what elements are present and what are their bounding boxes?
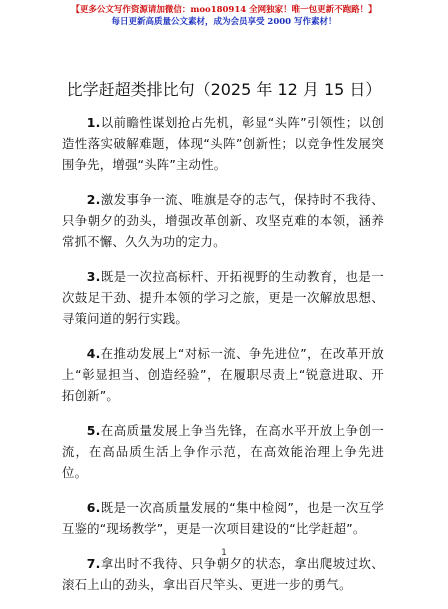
paragraph-5	[62, 420, 384, 483]
paragraph-number: 4.	[86, 346, 101, 361]
paragraph-text: 既是一次拉高标杆、开拓视野的生动教育，也是一次鼓足干劲、提升本领的学习之旅，更是一次解放思想、寻策问道的躬行实践。	[62, 269, 384, 326]
paragraph-number: 2.	[86, 192, 101, 207]
page-number: 1	[221, 548, 227, 558]
paragraph-number: 7.	[86, 556, 101, 571]
paragraph-6	[62, 497, 384, 539]
paragraph-text: 拿出时不我待、只争朝夕的状态，拿出爬坡过坎、滚石上山的劲头，拿出百尺竿头、更进一步的勇气。	[62, 556, 384, 592]
paragraph-text: 激发事争一流、唯旗是夺的志气，保持时不我待、只争朝夕的劲头，增强改革创新、攻坚克难的本领，涵养常抓不懈、久久为功的定力。	[62, 192, 384, 249]
paragraph-number: 6.	[86, 500, 101, 515]
paragraph-text: 在高质量发展上争当先锋，在高水平开放上争创一流，在高品质生活上争作示范，在高效能治理上争先进位。	[62, 423, 384, 480]
paragraph-7	[62, 553, 384, 595]
paragraph-2	[62, 189, 384, 252]
banner-promo-line: 【更多公文写作资源请加微信：moo180914 全网独家！唯一包更新不跑路！】	[71, 5, 377, 15]
paragraph-3	[62, 266, 384, 329]
paragraph-number: 3.	[86, 269, 101, 284]
paragraph-number: 1.	[86, 115, 101, 130]
document-body	[62, 112, 384, 609]
paragraph-text: 既是一次高质量发展的“集中检阅”，也是一次互学互鉴的“现场教学”，更是一次项目建设的“比学赶超”。	[62, 500, 384, 536]
paragraph-1	[62, 112, 384, 175]
header-banner	[0, 4, 448, 28]
paragraph-text: 以前瞻性谋划抢占先机，彰显“头阵”引领性；以创造性落实破解难题，体现“头阵”创新性；以竞争性发展突围争先，增强“头阵”主动性。	[62, 115, 384, 172]
document-title: 比学赶超类排比句（2025 年 12 月 15 日）	[66, 80, 382, 99]
banner-update-line: 每日更新高质量公文素材，成为会员享受 2000 写作素材！	[111, 17, 337, 27]
paragraph-text: 在推动发展上“对标一流、争先进位”，在改革开放上“彰显担当、创造经验”，在履职尽责上“锐意进取、开拓创新”。	[62, 346, 384, 403]
paragraph-4	[62, 343, 384, 406]
paragraph-number: 5.	[86, 423, 101, 438]
